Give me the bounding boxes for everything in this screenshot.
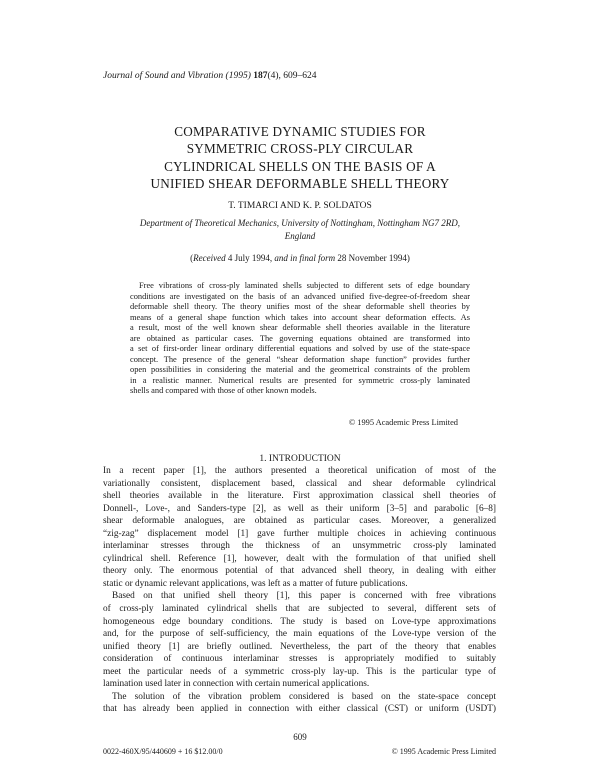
body-line: lamination used later in connection with certain numerical applications. [103, 679, 370, 690]
affiliation [100, 217, 500, 242]
journal-issue-pages: (4), 609–624 [267, 71, 317, 81]
paper-title [100, 123, 500, 192]
abstract-line: conditions are investigated on the basis of an advanced unified five-degree-of-freedom shear [130, 291, 470, 301]
abstract-line: Free vibrations of cross-ply laminated shells subjected to different sets of edge boundary [139, 281, 470, 290]
abstract-line: deformable shell theory. The theory unifies most of the shear deformable shell theories by [130, 302, 470, 311]
journal-citation [103, 70, 503, 82]
affiliation-line: England [284, 230, 316, 241]
section-heading: 1. INTRODUCTION [259, 454, 341, 464]
body-line: consideration of continuous interlaminar stresses is appropriately modified to suitably [103, 654, 496, 665]
body-line: Based on that unified shell theory [1], this paper is concerned with free vibrations [112, 591, 496, 602]
abstract-line: means of a general shape function which takes into account shear deformation effects. As [130, 312, 470, 322]
body-line: In a recent paper [1], the authors presented a theoretical unification of most of the [103, 466, 496, 476]
received-dates [100, 252, 500, 264]
body-line: variationally consistent, displacement based, classical and shear deformable cylindrical [103, 478, 496, 489]
body-line: interlaminar stresses through the thickness of an unsymmetric cross-ply laminated [103, 541, 496, 552]
received-date: 4 July 1994, [225, 253, 275, 263]
footer-copyright: © 1995 Academic Press Limited [391, 747, 496, 756]
page-number: 609 [293, 732, 307, 742]
authors: T. TIMARCI AND K. P. SOLDATOS [228, 201, 372, 211]
body-line: static or dynamic relevant applications, was left as a matter of future publications. [103, 578, 408, 589]
body-line: The solution of the vibration problem considered is based on the state-space concept [112, 691, 496, 702]
abstract-line: concept. The presence of the general “shear deformation shape function” provides further [130, 354, 470, 364]
abstract-line: are obtained as particular cases. The governing equations obtained are transformed into [130, 333, 470, 343]
body-line: unified theory [1] are briefly outlined. Nevertheless, the part of the theory that enables [103, 641, 496, 652]
title-line: UNIFIED SHEAR DEFORMABLE SHELL THEORY [150, 175, 450, 191]
final-form-date: 28 November 1994) [335, 253, 410, 263]
title-line: COMPARATIVE DYNAMIC STUDIES FOR [174, 124, 426, 139]
journal-name: Journal of Sound and Vibration [103, 71, 224, 81]
body-line: and, for the purpose of self-sufficiency, the main equations of the Love-type version of the [103, 629, 496, 640]
title-line: SYMMETRIC CROSS-PLY CIRCULAR [186, 141, 414, 157]
title-line: CYLINDRICAL SHELLS ON THE BASIS OF A [164, 158, 436, 174]
body-text [103, 465, 496, 716]
body-line: shell theories available in the literature. First approximation classical shell theories of [103, 491, 496, 502]
body-line: of cross-ply laminated cylindrical shells that are subjected to several, different sets of [103, 604, 496, 615]
body-line: meet the particular needs of a symmetric cross-ply lay-up. This is the particular type of [103, 666, 496, 677]
abstract-line: a set of first-order linear ordinary differential equations and solved by use of the state-space [130, 344, 470, 353]
abstract-line: shells and compared with those of other known models. [130, 386, 317, 395]
footer-code: 0022-460X/95/440609 + 16 $12.00/0 [103, 747, 223, 756]
abstract-copyright: © 1995 Academic Press Limited [348, 418, 458, 427]
abstract [130, 281, 470, 397]
body-line: shear deformable analogues, are obtained as particular cases. Moreover, a generalized [103, 516, 496, 527]
abstract-line: a result, most of the well known shear deformable shell theories available in the literature [130, 323, 470, 332]
received-label: Received [193, 253, 226, 263]
body-line: cylindrical shell. Reference [1], however, dealt with the formulation of that unified shell [103, 553, 496, 564]
body-line: theory only. The enormous potential of that advanced shell theory, in dealing with either [103, 566, 496, 577]
affiliation-line: Department of Theoretical Mechanics, University of Nottingham, Nottingham NG7 2RD, [139, 218, 461, 228]
body-line: homogeneous edge boundary conditions. The study is based on Love-type approximations [103, 616, 496, 627]
body-line: that has already been applied in connection with either classical (CST) or uniform (USDT) [103, 704, 496, 715]
abstract-line: in a realistic manner. Numerical results are presented for symmetric cross-ply laminated [130, 375, 470, 385]
final-form-label: and in final form [274, 253, 336, 263]
received-open: ( [190, 253, 194, 263]
body-line: Donnell-, Love-, and Sanders-type [2], as well as their uniform [3–5] and parabolic [6–8] [103, 503, 496, 514]
journal-volume: 187 [253, 71, 268, 81]
body-line: “zig-zag” displacement model [1] gave further multiple choices in achieving continuous [103, 528, 496, 539]
journal-year: (1995) [223, 71, 254, 81]
abstract-line: open possibilities in considering the material and the geometrical constraints of the problem [130, 365, 470, 374]
